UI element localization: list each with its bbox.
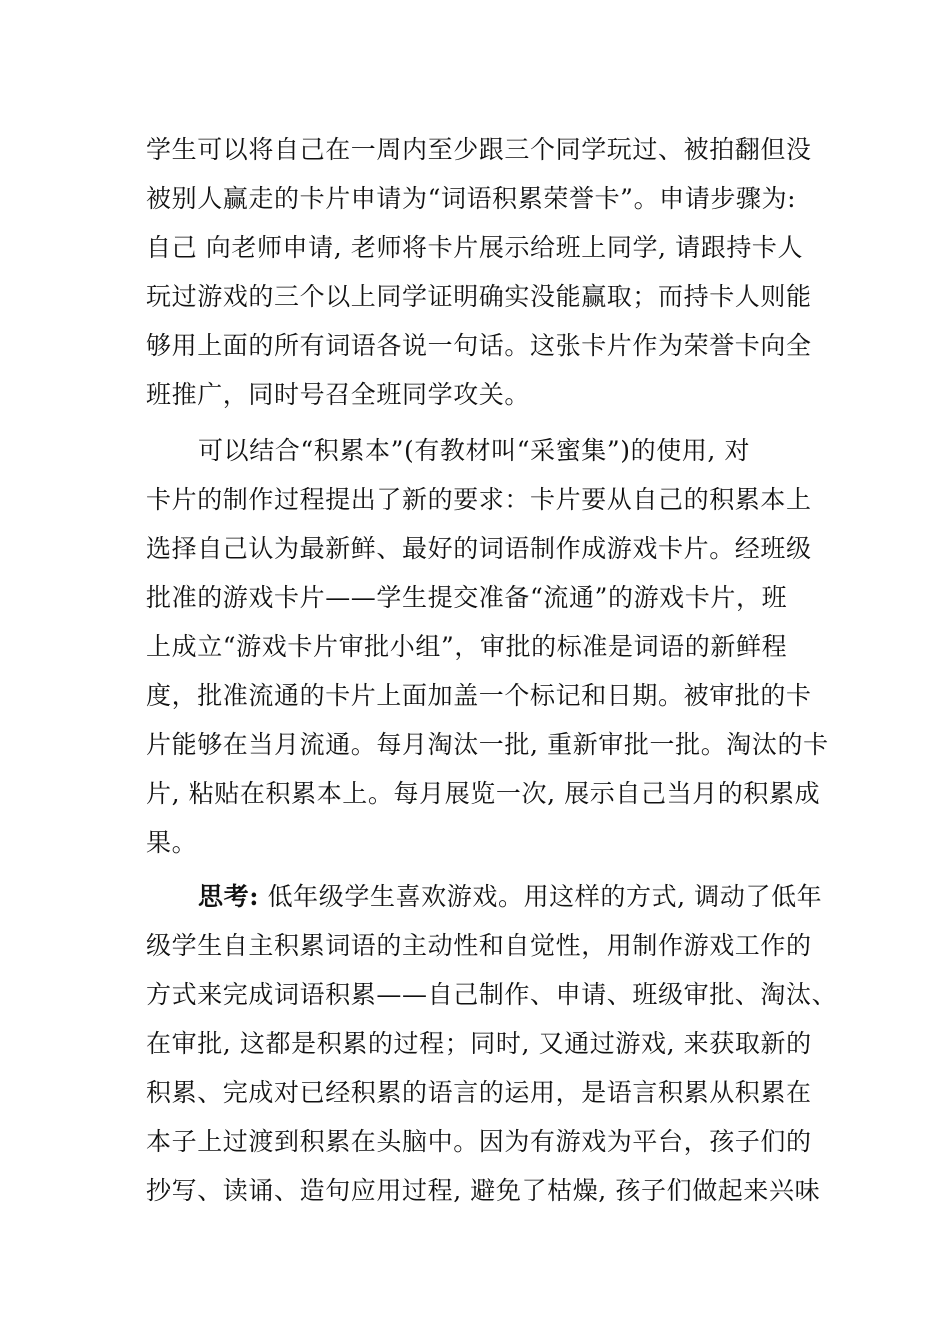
text-line: 自己 向老师申请, 老师将卡片展示给班上同学, 请跟持卡人 (146, 233, 804, 262)
text-line: 度，批准流通的卡片上面加盖一个标记和日期。被审批的卡 (146, 681, 812, 710)
text-line: 在审批, 这都是积累的过程；同时, 又通过游戏, 来获取新的 (146, 1029, 812, 1058)
text-line (146, 872, 823, 921)
paragraph-reflection (146, 872, 838, 1215)
text-line: 学生可以将自己在一周内至少跟三个同学玩过、被拍翻但没 (146, 135, 812, 164)
text-line: 积累、完成对已经积累的语言的运用，是语言积累从积累在 (146, 1078, 812, 1107)
text-line: 选择自己认为最新鲜、最好的词语制作成游戏卡片。经班级 (146, 534, 812, 563)
text-line: 本子上过渡到积累在头脑中。因为有游戏为平台，孩子们的 (146, 1127, 812, 1156)
text-line: 方式来完成词语积累——自己制作、申请、班级审批、淘汰、 (146, 980, 838, 1009)
text-line: 班推广，同时号召全班同学攻关。 (146, 380, 531, 409)
text-line: 级学生自主积累词语的主动性和自觉性，用制作游戏工作的 (146, 931, 812, 960)
paragraph-honor-card (146, 125, 816, 419)
text-line: 被别人赢走的卡片申请为“词语积累荣誉卡”。申请步骤为: (146, 184, 797, 213)
paragraph-accumulation-book (146, 426, 829, 867)
text-line: 抄写、读诵、造句应用过程, 避免了枯燥, 孩子们做起来兴味 (146, 1176, 821, 1205)
reflection-label: 思考: (198, 882, 260, 911)
text-line: 上成立“游戏卡片审批小组”，审批的标准是词语的新鲜程 (146, 632, 788, 661)
text-line: 片能够在当月流通。每月淘汰一批, 重新审批一批。淘汰的卡 (146, 730, 829, 759)
text-line: 批准的游戏卡片——学生提交准备“流通”的游戏卡片，班 (146, 583, 788, 612)
text-line: 玩过游戏的三个以上同学证明确实没能赢取；而持卡人则能 (146, 282, 812, 311)
text-line: 片, 粘贴在积累本上。每月展览一次, 展示自己当月的积累成 (146, 779, 821, 808)
text-line: 可以结合“积累本”(有教材叫“采蜜集”)的使用, 对 (198, 436, 751, 465)
text-line: 卡片的制作过程提出了新的要求：卡片要从自己的积累本上 (146, 485, 812, 514)
text-span: 低年级学生喜欢游戏。用这样的方式, 调动了低年 (259, 882, 823, 911)
text-line: 果。 (146, 828, 198, 857)
text-line: 够用上面的所有词语各说一句话。这张卡片作为荣誉卡向全 (146, 331, 812, 360)
